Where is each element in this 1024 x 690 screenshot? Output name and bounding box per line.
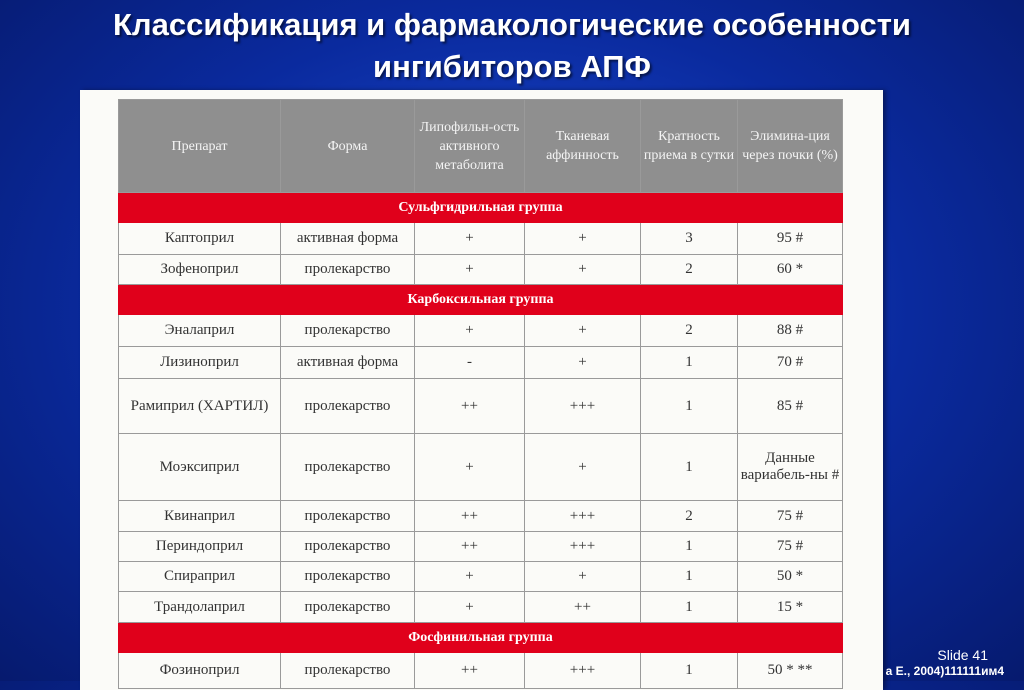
group-header-row xyxy=(119,193,843,223)
table-cell: + xyxy=(525,347,641,379)
table-cell: пролекарство xyxy=(281,434,415,501)
table-cell: 1 xyxy=(641,592,738,623)
table-cell: 1 xyxy=(641,562,738,592)
table-cell: пролекарство xyxy=(281,653,415,689)
header-cell: Форма xyxy=(281,100,415,193)
table-cell: +++ xyxy=(525,532,641,562)
table-cell: Спираприл xyxy=(119,562,281,592)
table-cell: ++ xyxy=(415,501,525,532)
title-line-2: ингибиторов АПФ xyxy=(373,49,651,84)
table-cell: Моэксиприл xyxy=(119,434,281,501)
table-cell: + xyxy=(415,562,525,592)
table-cell: 2 xyxy=(641,255,738,285)
table-cell: пролекарство xyxy=(281,592,415,623)
table-cell: + xyxy=(415,434,525,501)
table-body xyxy=(119,193,843,689)
table-cell: + xyxy=(415,223,525,255)
group-name: Сульфгидрильная группа xyxy=(119,193,843,223)
table-cell: пролекарство xyxy=(281,562,415,592)
table-cell: 88 # xyxy=(738,315,843,347)
table-row xyxy=(119,379,843,434)
table-cell: ++ xyxy=(415,653,525,689)
table-cell: Рамиприл (ХАРТИЛ) xyxy=(119,379,281,434)
table-cell: +++ xyxy=(525,653,641,689)
table-cell: пролекарство xyxy=(281,315,415,347)
table-cell: +++ xyxy=(525,501,641,532)
table-cell: +++ xyxy=(525,379,641,434)
table-row xyxy=(119,562,843,592)
header-cell: Липофильн-ость активного метаболита xyxy=(415,100,525,193)
table-cell: + xyxy=(415,592,525,623)
table-cell: 2 xyxy=(641,315,738,347)
table-row xyxy=(119,592,843,623)
table-cell: ++ xyxy=(525,592,641,623)
table-cell: 2 xyxy=(641,501,738,532)
header-cell: Препарат xyxy=(119,100,281,193)
table-cell: 50 * ** xyxy=(738,653,843,689)
table-cell: + xyxy=(415,255,525,285)
header-cell: Элимина-ция через почки (%) xyxy=(738,100,843,193)
table-cell: 1 xyxy=(641,379,738,434)
table-cell: 3 xyxy=(641,223,738,255)
table-cell: + xyxy=(525,434,641,501)
table-row xyxy=(119,315,843,347)
table-row xyxy=(119,347,843,379)
table-cell: 1 xyxy=(641,653,738,689)
table-cell: 85 # xyxy=(738,379,843,434)
table-row xyxy=(119,255,843,285)
table-cell: + xyxy=(525,223,641,255)
table-cell: + xyxy=(525,562,641,592)
table-cell: Квинаприл xyxy=(119,501,281,532)
ace-inhibitors-table xyxy=(118,99,843,689)
table-row xyxy=(119,501,843,532)
table-cell: + xyxy=(525,255,641,285)
table-cell: ++ xyxy=(415,532,525,562)
table-cell: активная форма xyxy=(281,347,415,379)
table-cell: пролекарство xyxy=(281,532,415,562)
table-cell: пролекарство xyxy=(281,501,415,532)
title-line-1: Классификация и фармакологические особенности xyxy=(113,7,911,42)
table-cell: 1 xyxy=(641,434,738,501)
group-header-row xyxy=(119,285,843,315)
table-cell: пролекарство xyxy=(281,255,415,285)
table-cell: ++ xyxy=(415,379,525,434)
table-cell: Каптоприл xyxy=(119,223,281,255)
table-cell: Фозиноприл xyxy=(119,653,281,689)
group-name: Карбоксильная группа xyxy=(119,285,843,315)
table-cell: пролекарство xyxy=(281,379,415,434)
table-cell: 95 # xyxy=(738,223,843,255)
table-cell: + xyxy=(415,315,525,347)
group-header-row xyxy=(119,623,843,653)
header-cell: Тканевая аффинность xyxy=(525,100,641,193)
table-cell: 1 xyxy=(641,532,738,562)
table-cell: Зофеноприл xyxy=(119,255,281,285)
table-cell: Эналаприл xyxy=(119,315,281,347)
table-cell: 75 # xyxy=(738,532,843,562)
header-cell: Кратность приема в сутки xyxy=(641,100,738,193)
table-cell: 15 * xyxy=(738,592,843,623)
table-row xyxy=(119,434,843,501)
table-cell: + xyxy=(525,315,641,347)
table-cell: - xyxy=(415,347,525,379)
slide-number: Slide 41 xyxy=(937,647,988,663)
table-cell: Данные вариабель-ны # xyxy=(738,434,843,501)
slide-title xyxy=(0,4,1024,88)
source-citation: а Е., 2004)111111им4 xyxy=(885,664,1004,678)
group-name: Фосфинильная группа xyxy=(119,623,843,653)
table-cell: Периндоприл xyxy=(119,532,281,562)
table-cell: 70 # xyxy=(738,347,843,379)
table-cell: Лизиноприл xyxy=(119,347,281,379)
table-cell: 60 * xyxy=(738,255,843,285)
table-cell: Трандолаприл xyxy=(119,592,281,623)
table-cell: 1 xyxy=(641,347,738,379)
table-cell: 75 # xyxy=(738,501,843,532)
table-row xyxy=(119,223,843,255)
table-header-row xyxy=(119,100,843,193)
table-row xyxy=(119,653,843,689)
table-row xyxy=(119,532,843,562)
table-cell: 50 * xyxy=(738,562,843,592)
table-cell: активная форма xyxy=(281,223,415,255)
